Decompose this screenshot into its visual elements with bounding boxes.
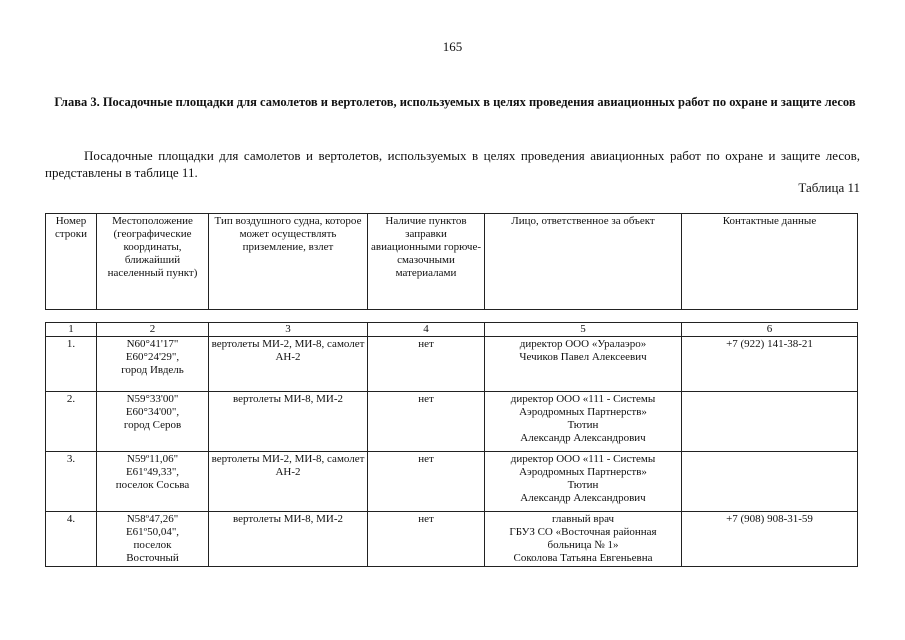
page-number: 165	[442, 39, 463, 54]
aircraft-cell: вертолеты МИ-8, МИ-2	[209, 392, 368, 452]
location-line: E61º50,04",	[125, 526, 180, 538]
location-line: поселок	[133, 539, 172, 551]
header-location: Местоположение (географические координаты, ближайший населенный пункт)	[97, 214, 209, 310]
responsible-line: главный врач	[551, 513, 615, 525]
contact-cell	[682, 452, 858, 512]
location-line: E60°24'29",	[125, 351, 180, 363]
responsible-line: Аэродромных Партнерств»	[519, 466, 647, 478]
fuel-cell: нет	[368, 392, 485, 452]
location-line: N59°33'00"	[126, 393, 179, 405]
table-row	[46, 452, 858, 512]
location-line: E61º49,33",	[125, 466, 180, 478]
location-line: Восточный	[126, 552, 179, 564]
contact-cell: +7 (908) 908-31-59	[682, 512, 858, 567]
location-line: город Серов	[123, 419, 182, 431]
row-number: 2.	[46, 392, 97, 452]
responsible-line: директор ООО «111 - Системы	[510, 453, 656, 465]
responsible-line: ГБУЗ СО «Восточная районная	[509, 526, 657, 538]
header-aircraft-type: Тип воздушного судна, которое может осуществлять приземление, взлет	[209, 214, 368, 310]
aircraft-cell: вертолеты МИ-2, МИ-8, самолет АН-2	[209, 452, 368, 512]
location-cell	[97, 337, 209, 392]
responsible-line: директор ООО «111 - Системы	[510, 393, 656, 405]
responsible-line: Тютин	[567, 479, 599, 491]
location-line: N59º11,06"	[126, 453, 179, 465]
responsible-line: директор ООО «Уралаэро»	[519, 338, 647, 350]
responsible-cell	[485, 452, 682, 512]
location-line: N60°41'17"	[126, 338, 179, 350]
location-cell	[97, 452, 209, 512]
location-cell	[97, 512, 209, 567]
responsible-cell	[485, 337, 682, 392]
column-number: 4	[368, 323, 485, 337]
contact-cell	[682, 392, 858, 452]
fuel-cell: нет	[368, 452, 485, 512]
column-number: 2	[97, 323, 209, 337]
header-responsible: Лицо, ответственное за объект	[485, 214, 682, 310]
header-fuel: Наличие пунктов заправки авиационными горюче-смазочными материалами	[368, 214, 485, 310]
table-row	[46, 512, 858, 567]
header-contact: Контактные данные	[682, 214, 858, 310]
location-line: E60°34'00",	[125, 406, 180, 418]
responsible-cell	[485, 392, 682, 452]
header-row-number: Номер строки	[46, 214, 97, 310]
contact-cell: +7 (922) 141-38-21	[682, 337, 858, 392]
table-header	[45, 213, 858, 310]
column-number: 1	[46, 323, 97, 337]
responsible-cell	[485, 512, 682, 567]
table-caption: Таблица 11	[798, 180, 860, 195]
responsible-line: Чечиков Павел Алексеевич	[519, 351, 647, 363]
row-number: 1.	[46, 337, 97, 392]
responsible-line: Александр Александрович	[520, 492, 646, 504]
location-line: поселок Сосьва	[115, 479, 190, 491]
fuel-cell: нет	[368, 337, 485, 392]
aircraft-cell: вертолеты МИ-8, МИ-2	[209, 512, 368, 567]
responsible-line: Соколова Татьяна Евгеньевна	[513, 552, 653, 564]
location-cell	[97, 392, 209, 452]
aircraft-cell: вертолеты МИ-2, МИ-8, самолет АН-2	[209, 337, 368, 392]
table-body	[45, 322, 858, 567]
column-number: 5	[485, 323, 682, 337]
responsible-line: Тютин	[567, 419, 599, 431]
responsible-line: Аэродромных Партнерств»	[519, 406, 647, 418]
chapter-title: Глава 3. Посадочные площадки для самолетов и вертолетов, используемых в целях проведения авиационных работ по охране и защите лесов	[54, 95, 856, 109]
location-line: город Ивдель	[121, 364, 184, 376]
table-row	[46, 337, 858, 392]
column-number-row	[46, 323, 858, 337]
responsible-line: больница № 1»	[547, 539, 619, 551]
column-number: 3	[209, 323, 368, 337]
row-number: 3.	[46, 452, 97, 512]
column-number: 6	[682, 323, 858, 337]
row-number: 4.	[46, 512, 97, 567]
location-line: N58º47,26"	[126, 513, 179, 525]
table-row	[46, 392, 858, 452]
responsible-line: Александр Александрович	[520, 432, 646, 444]
intro-paragraph: Посадочные площадки для самолетов и вертолетов, используемых в целях проведения авиационных работ по охране и защите лесов, представлены в таблице 11.	[45, 148, 860, 180]
fuel-cell: нет	[368, 512, 485, 567]
